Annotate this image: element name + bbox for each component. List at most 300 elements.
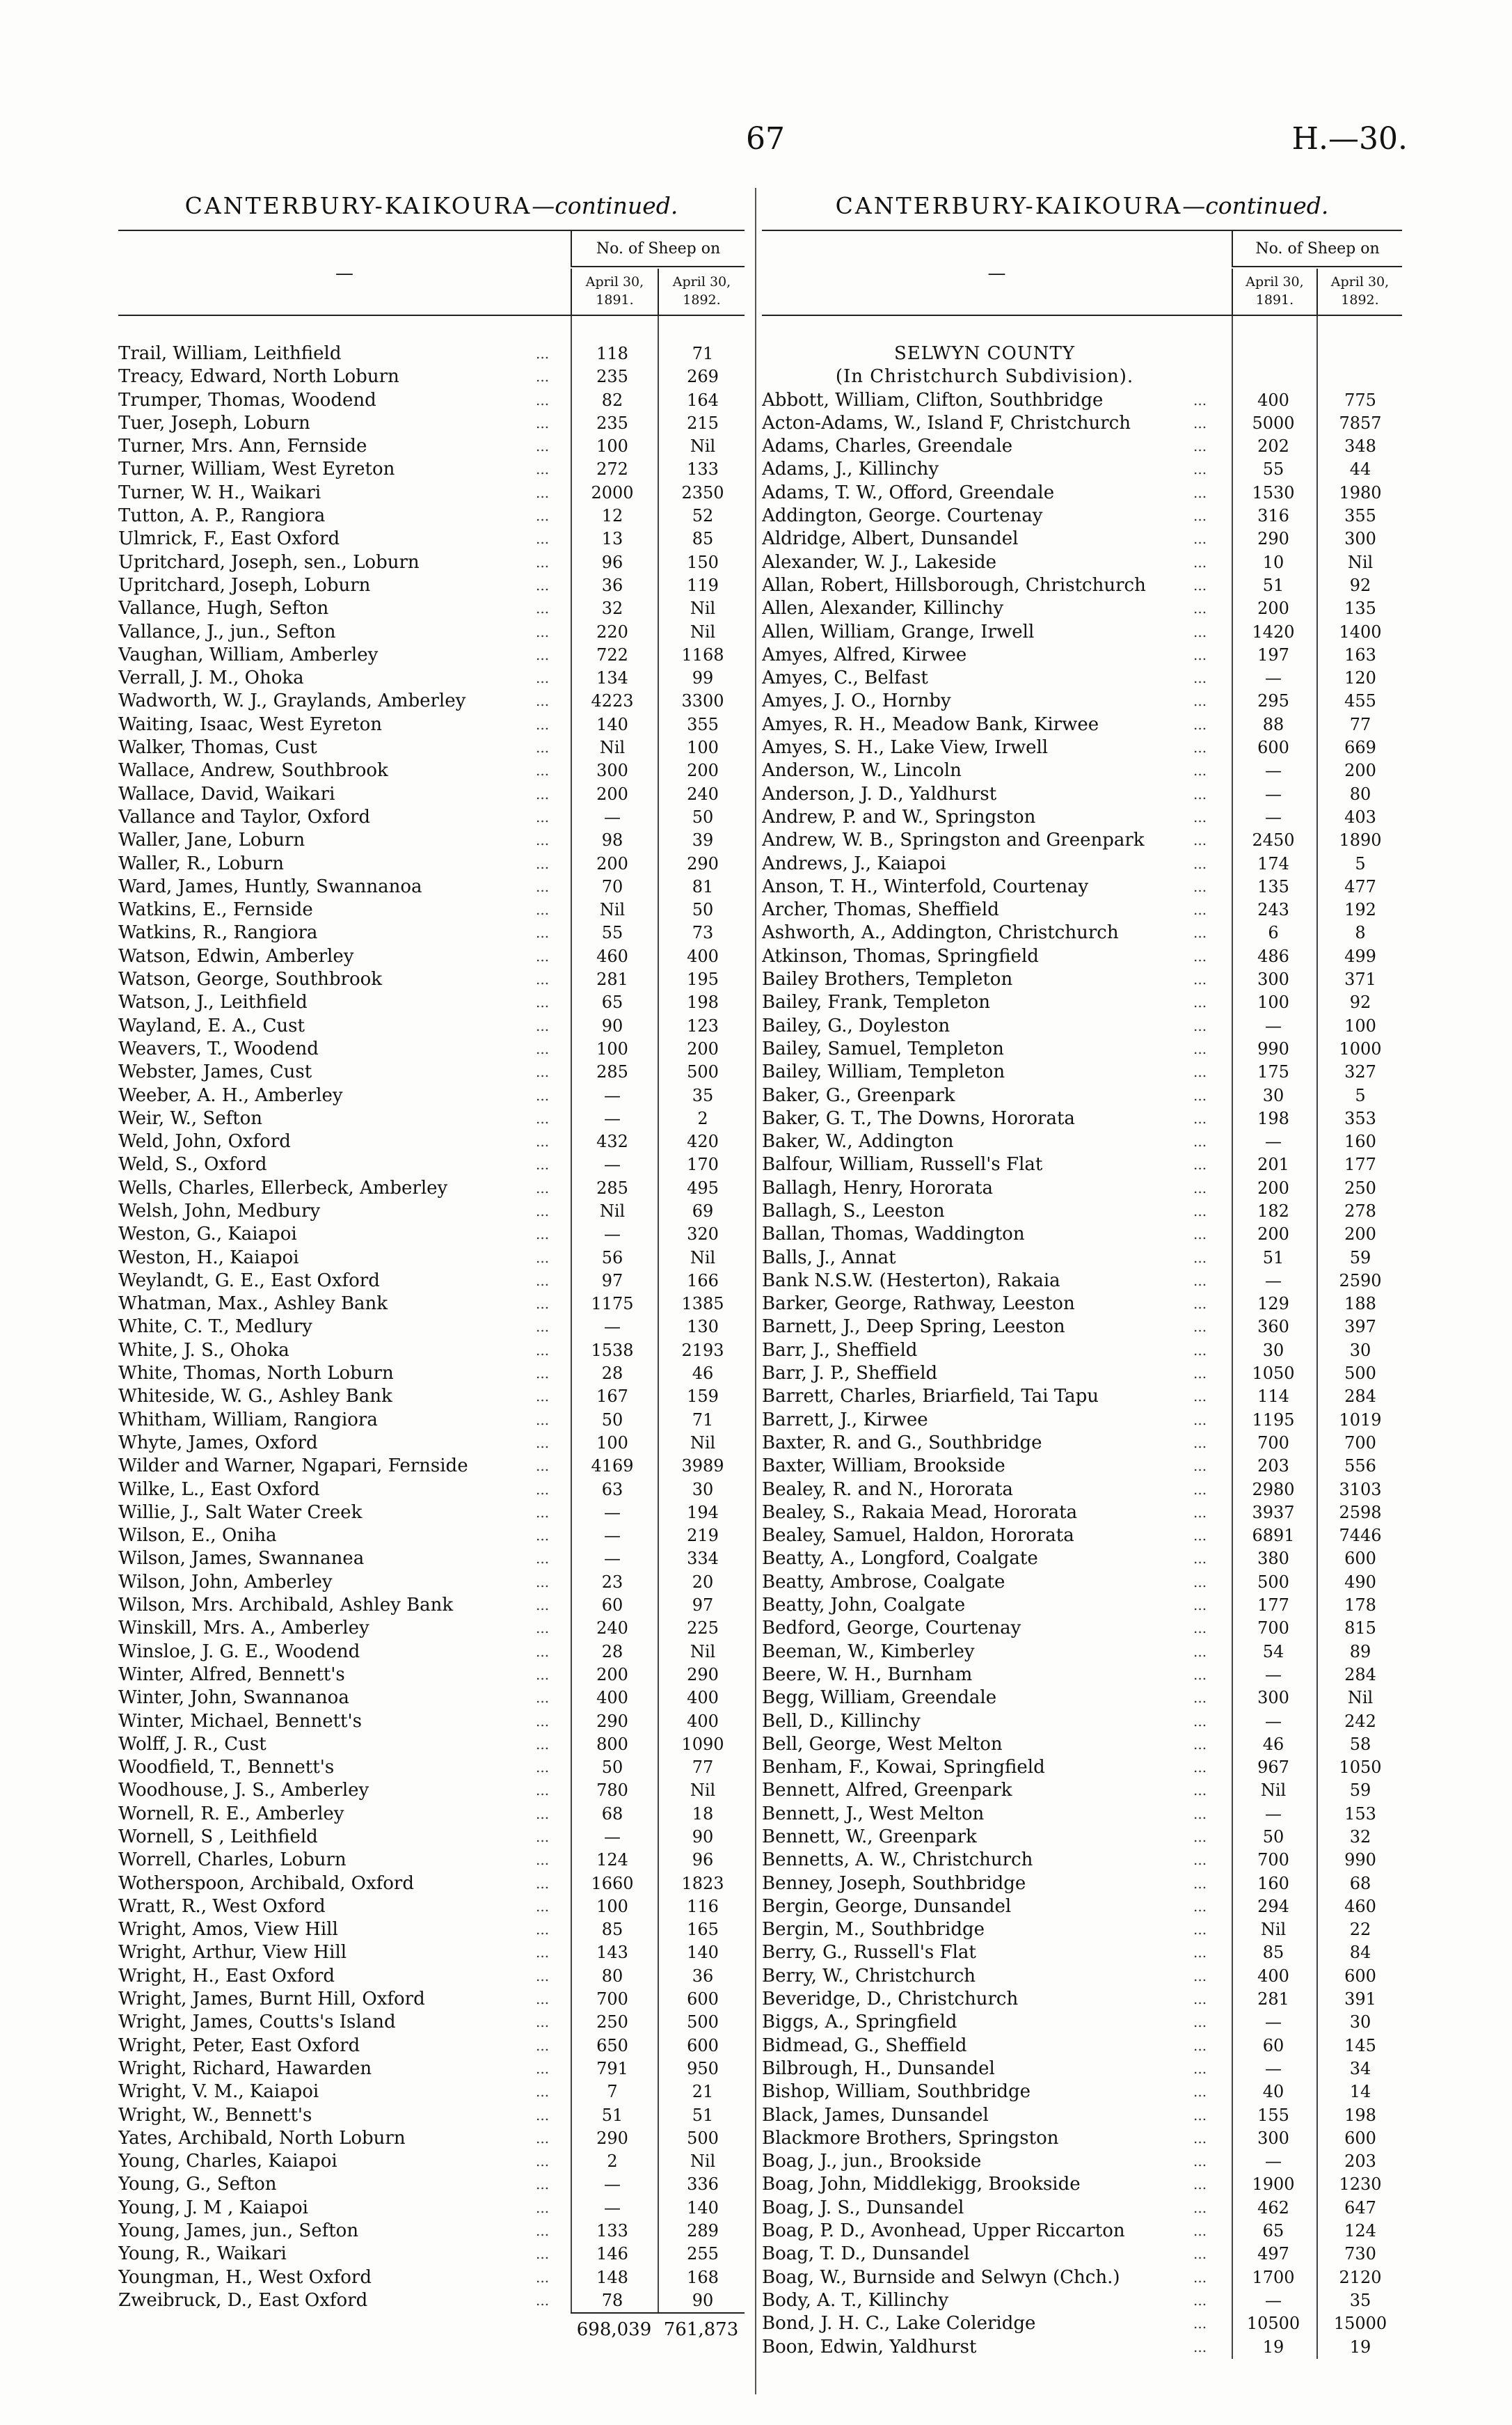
owner-name: Vallance, Hugh, Sefton bbox=[118, 598, 329, 619]
owner-name: Bennett, J., West Melton bbox=[762, 1803, 985, 1824]
sheep-1892: 97 bbox=[692, 1595, 714, 1616]
sheep-1892: 89 bbox=[1349, 1641, 1371, 1661]
table-row bbox=[118, 342, 745, 365]
leader-dots: ... bbox=[1193, 1503, 1207, 1521]
sheep-1892: 2350 bbox=[681, 482, 724, 503]
sheep-1891: 202 bbox=[1257, 436, 1289, 457]
leader-dots: ... bbox=[1193, 2060, 1207, 2077]
page-number: 67 bbox=[746, 121, 785, 157]
owner-name: Wilson, Mrs. Archibald, Ashley Bank bbox=[118, 1595, 454, 1616]
sheep-1891: 134 bbox=[596, 668, 628, 688]
leader-dots: ... bbox=[1193, 1087, 1207, 1104]
sheep-1892: 7446 bbox=[1339, 1526, 1382, 1546]
leader-dots: ... bbox=[536, 971, 550, 988]
owner-name: Vaughan, William, Amberley bbox=[118, 644, 379, 665]
owner-name: White, J. S., Ohoka bbox=[118, 1339, 289, 1361]
owner-name: Bennett, W., Greenpark bbox=[762, 1826, 977, 1847]
owner-name: Willie, J., Salt Water Creek bbox=[118, 1501, 363, 1523]
owner-name: Anderson, W., Lincoln bbox=[762, 760, 962, 782]
sheep-1891: 129 bbox=[1257, 1294, 1289, 1314]
sheep-1892: 334 bbox=[687, 1549, 719, 1569]
sheep-1892: 284 bbox=[1344, 1387, 1376, 1407]
leader-dots: ... bbox=[536, 2060, 550, 2077]
table-row bbox=[762, 1316, 1402, 1338]
sheep-1891: 160 bbox=[1257, 1873, 1289, 1893]
left-table-header bbox=[118, 230, 745, 316]
sheep-1892: 320 bbox=[687, 1224, 719, 1245]
sheep-1891: — bbox=[1265, 2290, 1282, 2310]
leader-dots: ... bbox=[1193, 484, 1207, 501]
sheep-1891: 722 bbox=[596, 645, 628, 665]
owner-name: Barr, J., Sheffield bbox=[762, 1339, 918, 1361]
sheep-1892: 269 bbox=[687, 367, 719, 387]
owner-name: Baxter, William, Brookside bbox=[762, 1455, 1005, 1477]
sheep-1891: 200 bbox=[596, 1664, 628, 1684]
sheep-1892: 1000 bbox=[1339, 1038, 1382, 1059]
sheep-1892: 130 bbox=[687, 1317, 719, 1337]
owner-name: Ulmrick, F., East Oxford bbox=[118, 528, 340, 550]
table-row bbox=[118, 690, 745, 713]
sheep-1892: 420 bbox=[687, 1132, 719, 1152]
sheep-1891: 460 bbox=[596, 946, 628, 966]
sheep-1892: 1890 bbox=[1339, 830, 1382, 851]
sheep-1891: 1050 bbox=[1252, 1364, 1295, 1384]
sheep-1891: 497 bbox=[1257, 2244, 1289, 2264]
leader-dots: ... bbox=[536, 2291, 550, 2309]
sheep-1892: 44 bbox=[1349, 459, 1371, 480]
sheep-1892: 59 bbox=[1349, 1247, 1371, 1267]
sheep-1892: 18 bbox=[692, 1803, 714, 1824]
table-row bbox=[118, 1895, 745, 1918]
owner-name: Amyes, Alfred, Kirwee bbox=[762, 644, 967, 665]
table-row bbox=[118, 412, 745, 435]
leader-dots: ... bbox=[536, 1365, 550, 1382]
column-rule bbox=[658, 316, 659, 2312]
sheep-1891: 285 bbox=[596, 1178, 628, 1198]
owner-name: Wright, Amos, View Hill bbox=[118, 1919, 338, 1941]
owner-name: Bishop, William, Southbridge bbox=[762, 2081, 1031, 2103]
leader-dots: ... bbox=[536, 1503, 550, 1521]
owner-name: Turner, W. H., Waikari bbox=[118, 482, 321, 503]
sheep-1892: 150 bbox=[687, 552, 719, 572]
owner-name: Biggs, A., Springfield bbox=[762, 2012, 957, 2033]
table-row bbox=[762, 2289, 1402, 2312]
sheep-1892: 168 bbox=[687, 2267, 719, 2287]
owner-name: Bailey Brothers, Templeton bbox=[762, 969, 1013, 990]
owner-name: Watson, George, Southbrook bbox=[118, 969, 383, 990]
leader-dots: ... bbox=[536, 1643, 550, 1660]
table-row bbox=[762, 783, 1402, 806]
owner-name: Watkins, E., Fernside bbox=[118, 899, 313, 921]
owner-name: Turner, Mrs. Ann, Fernside bbox=[118, 436, 367, 457]
leader-dots: ... bbox=[536, 1249, 550, 1266]
owner-name: Beatty, John, Coalgate bbox=[762, 1595, 966, 1616]
table-row bbox=[762, 2266, 1402, 2289]
leader-dots: ... bbox=[536, 1620, 550, 1637]
owner-name: Bilbrough, H., Dunsandel bbox=[762, 2057, 995, 2079]
sheep-1892: 135 bbox=[1344, 599, 1376, 619]
leader-dots: ... bbox=[1193, 2153, 1207, 2170]
table-row bbox=[118, 968, 745, 991]
leader-dots: ... bbox=[536, 716, 550, 733]
sheep-1891: 97 bbox=[601, 1270, 623, 1290]
sheep-1892: 240 bbox=[687, 784, 719, 804]
leader-dots: ... bbox=[536, 1782, 550, 1799]
owner-name: Barr, J. P., Sheffield bbox=[762, 1363, 938, 1384]
owner-name: Boag, W., Burnside and Selwyn (Chch.) bbox=[762, 2266, 1120, 2288]
sheep-1892: 500 bbox=[687, 2012, 719, 2032]
table-row bbox=[118, 1362, 745, 1385]
sheep-1891: 10 bbox=[1262, 552, 1284, 572]
owner-name: Ballagh, S., Leeston bbox=[762, 1200, 945, 1222]
leader-dots: ... bbox=[536, 646, 550, 663]
leader-dots: ... bbox=[536, 1527, 550, 1545]
sheep-1892: 490 bbox=[1344, 1572, 1376, 1592]
table-row bbox=[118, 1849, 745, 1872]
leader-dots: ... bbox=[1193, 2037, 1207, 2054]
owner-name: Weavers, T., Woodend bbox=[118, 1038, 319, 1059]
leader-dots: ... bbox=[1193, 1156, 1207, 1174]
owner-name: Amyes, C., Belfast bbox=[762, 668, 928, 689]
sheep-1892: 556 bbox=[1344, 1456, 1376, 1476]
leader-dots: ... bbox=[1193, 1179, 1207, 1196]
sheep-1892: 600 bbox=[687, 2035, 719, 2055]
table-row bbox=[118, 2266, 745, 2289]
sheep-1892: 200 bbox=[687, 761, 719, 781]
sheep-1892: Nil bbox=[1347, 1688, 1374, 1708]
sheep-1892: 600 bbox=[1344, 1966, 1376, 1986]
sheep-1891: — bbox=[1265, 1016, 1282, 1036]
sheep-1891: 19 bbox=[1262, 2337, 1284, 2357]
leader-dots: ... bbox=[1193, 553, 1207, 571]
sheep-1891: 1530 bbox=[1252, 482, 1295, 503]
leader-dots: ... bbox=[1193, 530, 1207, 548]
owner-name: Waller, R., Loburn bbox=[118, 853, 284, 874]
table-row bbox=[762, 621, 1402, 644]
leader-dots: ... bbox=[536, 1064, 550, 1081]
sheep-1891: — bbox=[604, 2174, 621, 2195]
sheep-1891: 175 bbox=[1257, 1062, 1289, 1082]
leader-dots: ... bbox=[536, 2245, 550, 2263]
table-row bbox=[762, 1177, 1402, 1200]
table-row bbox=[762, 1084, 1402, 1107]
leader-dots: ... bbox=[1193, 1828, 1207, 1845]
sheep-1892: 19 bbox=[1349, 2337, 1371, 2357]
sheep-1892: 700 bbox=[1344, 1432, 1376, 1453]
leader-dots: ... bbox=[1193, 1782, 1207, 1799]
owner-name: Yates, Archibald, North Loburn bbox=[118, 2127, 406, 2149]
table-row bbox=[762, 1478, 1402, 1501]
sheep-1891: Nil bbox=[599, 1201, 626, 1221]
table-row bbox=[118, 2104, 745, 2127]
owner-name: White, C. T., Medlury bbox=[118, 1316, 312, 1338]
sheep-1892: 68 bbox=[1349, 1873, 1371, 1893]
sheep-1892: 178 bbox=[1344, 1595, 1376, 1616]
leader-dots: ... bbox=[536, 530, 550, 548]
leader-dots: ... bbox=[536, 1226, 550, 1243]
sheep-1892: 499 bbox=[1344, 946, 1376, 966]
leader-dots: ... bbox=[536, 1991, 550, 2008]
sheep-1892: 397 bbox=[1344, 1317, 1376, 1337]
table-row bbox=[762, 1826, 1402, 1849]
sheep-1892: 225 bbox=[687, 1618, 719, 1638]
owner-name: Wayland, E. A., Cust bbox=[118, 1015, 305, 1036]
leader-dots: ... bbox=[536, 785, 550, 803]
sheep-1892: 30 bbox=[1349, 2012, 1371, 2032]
leader-dots: ... bbox=[1193, 1434, 1207, 1451]
leader-dots: ... bbox=[1193, 901, 1207, 919]
owner-name: Trumper, Thomas, Woodend bbox=[118, 389, 376, 411]
leader-dots: ... bbox=[1193, 1202, 1207, 1219]
owner-name: Barrett, J., Kirwee bbox=[762, 1409, 928, 1430]
leader-dots: ... bbox=[1193, 646, 1207, 663]
owner-name: Young, G., Sefton bbox=[118, 2174, 277, 2195]
table-row bbox=[118, 2150, 745, 2173]
table-row bbox=[118, 736, 745, 759]
owner-name: Ballagh, Henry, Hororata bbox=[762, 1177, 993, 1199]
leader-dots: ... bbox=[536, 1828, 550, 1845]
owner-name: Allen, William, Grange, Irwell bbox=[762, 621, 1035, 642]
owner-name: Weir, W., Sefton bbox=[118, 1107, 263, 1129]
leader-dots: ... bbox=[1193, 1874, 1207, 1892]
sheep-1891: 5000 bbox=[1252, 413, 1295, 433]
table-row bbox=[762, 736, 1402, 759]
left-table bbox=[118, 188, 745, 2347]
sheep-1891: 1538 bbox=[591, 1340, 634, 1360]
table-row bbox=[118, 1872, 745, 1895]
sheep-1891: 200 bbox=[1257, 599, 1289, 619]
leader-dots: ... bbox=[536, 1272, 550, 1289]
sheep-1891: 100 bbox=[596, 1038, 628, 1059]
sheep-1892: Nil bbox=[690, 1247, 716, 1267]
sheep-1891: 380 bbox=[1257, 1549, 1289, 1569]
sheep-1891: 46 bbox=[1262, 1734, 1284, 1754]
sheep-1891: 243 bbox=[1257, 900, 1289, 920]
leader-dots: ... bbox=[1193, 1759, 1207, 1776]
sheep-1892: 500 bbox=[687, 1062, 719, 1082]
sheep-1891: 51 bbox=[1262, 1247, 1284, 1267]
owner-name: Amyes, S. H., Lake View, Irwell bbox=[762, 737, 1049, 759]
leader-dots: ... bbox=[536, 1434, 550, 1451]
year-1891-header: April 30, 1891. bbox=[571, 269, 658, 315]
table-row bbox=[118, 1130, 745, 1153]
owner-name: Beveridge, D., Christchurch bbox=[762, 1989, 1019, 2010]
owner-name: Turner, William, West Eyreton bbox=[118, 459, 395, 480]
table-row bbox=[762, 759, 1402, 782]
owner-name: Wilson, E., Oniha bbox=[118, 1525, 277, 1547]
owner-name: Wratt, R., West Oxford bbox=[118, 1895, 326, 1917]
sheep-1891: 1900 bbox=[1252, 2174, 1295, 2195]
sheep-1891: 200 bbox=[1257, 1178, 1289, 1198]
table-row bbox=[118, 2011, 745, 2034]
owner-name: Bell, George, West Melton bbox=[762, 1733, 1003, 1755]
sheep-1892: 3989 bbox=[681, 1456, 724, 1476]
table-row bbox=[118, 1826, 745, 1849]
table-row bbox=[118, 1247, 745, 1270]
owner-name: Adams, J., Killinchy bbox=[762, 459, 939, 480]
leader-dots: ... bbox=[1193, 576, 1207, 594]
table-row bbox=[762, 1455, 1402, 1478]
sheep-1891: 118 bbox=[596, 344, 628, 363]
leader-dots: ... bbox=[1193, 1967, 1207, 1984]
sheep-1891: 201 bbox=[1257, 1155, 1289, 1175]
leader-dots: ... bbox=[1193, 623, 1207, 640]
table-row bbox=[762, 482, 1402, 505]
column-divider bbox=[755, 188, 756, 2394]
sheep-1891: Nil bbox=[599, 900, 626, 920]
leader-dots: ... bbox=[536, 391, 550, 409]
owner-name: Wornell, S , Leithfield bbox=[118, 1826, 318, 1847]
sheep-1892: 219 bbox=[687, 1526, 719, 1546]
sheep-1891: 700 bbox=[1257, 1618, 1289, 1638]
sheep-1892: 50 bbox=[692, 807, 714, 827]
owner-name: Balfour, William, Russell's Flat bbox=[762, 1154, 1043, 1176]
owner-name: Bealey, S., Rakaia Mead, Hororata bbox=[762, 1501, 1078, 1523]
sheep-1891: 1660 bbox=[591, 1873, 634, 1893]
table-row bbox=[762, 2312, 1402, 2335]
owner-name: Watson, J., Leithfield bbox=[118, 992, 308, 1013]
sheep-1892: 353 bbox=[1344, 1108, 1376, 1128]
sheep-1891: 155 bbox=[1257, 2105, 1289, 2125]
owner-name: Baker, G. T., The Downs, Hororata bbox=[762, 1107, 1075, 1129]
sheep-1891: — bbox=[604, 807, 621, 827]
sheep-1891: — bbox=[1265, 1132, 1282, 1152]
sheep-1891: 65 bbox=[1262, 2221, 1284, 2241]
owner-name: Wotherspoon, Archibald, Oxford bbox=[118, 1872, 414, 1894]
table-row bbox=[118, 1061, 745, 1084]
sheep-1892: 355 bbox=[1344, 506, 1376, 526]
owner-name: Anson, T. H., Winterfold, Courtenay bbox=[762, 876, 1089, 897]
sheep-1891: — bbox=[604, 1827, 621, 1847]
sheep-1892: 198 bbox=[1344, 2105, 1376, 2125]
leader-dots: ... bbox=[536, 553, 550, 571]
sheep-1891: — bbox=[604, 2197, 621, 2218]
sheep-1891: — bbox=[604, 1224, 621, 1245]
leader-dots: ... bbox=[1193, 1897, 1207, 1915]
sheep-1892: 815 bbox=[1344, 1618, 1376, 1638]
leader-dots: ... bbox=[536, 600, 550, 617]
sheep-1892: 92 bbox=[1349, 575, 1371, 595]
sheep-1892: 99 bbox=[692, 668, 714, 688]
owner-name: Watkins, R., Rangiora bbox=[118, 922, 318, 944]
leader-dots: ... bbox=[536, 947, 550, 965]
table-row bbox=[762, 2173, 1402, 2196]
owner-name: Winskill, Mrs. A., Amberley bbox=[118, 1618, 369, 1639]
sheep-1892: Nil bbox=[690, 1641, 716, 1661]
table-row bbox=[118, 1084, 745, 1107]
sheep-1892: 2120 bbox=[1339, 2267, 1382, 2287]
leader-dots: ... bbox=[1193, 1272, 1207, 1289]
table-row bbox=[118, 1571, 745, 1594]
leader-dots: ... bbox=[536, 2129, 550, 2147]
sheep-1892: 77 bbox=[692, 1757, 714, 1778]
sheep-1892: 140 bbox=[687, 2197, 719, 2218]
table-row bbox=[118, 2243, 745, 2266]
sheep-1891: 167 bbox=[596, 1387, 628, 1407]
sheep-1892: 1019 bbox=[1339, 1409, 1382, 1430]
owner-name: Waller, Jane, Loburn bbox=[118, 830, 305, 851]
owner-name: Whyte, James, Oxford bbox=[118, 1432, 318, 1453]
sheep-1891: — bbox=[1265, 1664, 1282, 1684]
leader-dots: ... bbox=[1193, 1550, 1207, 1567]
leader-dots: ... bbox=[536, 1944, 550, 1961]
table-row bbox=[762, 1664, 1402, 1687]
leader-dots: ... bbox=[1193, 1249, 1207, 1266]
sheep-1891: — bbox=[604, 1155, 621, 1175]
table-row bbox=[118, 2197, 745, 2220]
sheep-1891: 6 bbox=[1268, 923, 1279, 943]
leader-dots: ... bbox=[1193, 878, 1207, 895]
leader-dots: ... bbox=[1193, 1341, 1207, 1359]
table-row bbox=[762, 945, 1402, 968]
sheep-1892: 1230 bbox=[1339, 2174, 1382, 2195]
table-row bbox=[762, 1941, 1402, 1964]
table-row bbox=[762, 2035, 1402, 2057]
sheep-1891: 90 bbox=[601, 1016, 623, 1036]
table-row bbox=[762, 1362, 1402, 1385]
sheep-1892: 195 bbox=[687, 970, 719, 990]
sheep-1891: 220 bbox=[596, 622, 628, 642]
sheep-1891: 240 bbox=[596, 1618, 628, 1638]
owner-name: Young, James, jun., Sefton bbox=[118, 2220, 359, 2242]
sheep-1891: 400 bbox=[596, 1688, 628, 1708]
table-row bbox=[118, 1988, 745, 2011]
leader-dots: ... bbox=[1193, 1109, 1207, 1127]
leader-dots: ... bbox=[536, 1550, 550, 1567]
sheep-1891: 96 bbox=[601, 552, 623, 572]
owner-name: Worrell, Charles, Loburn bbox=[118, 1849, 347, 1871]
sheep-1891: 85 bbox=[1262, 1943, 1284, 1963]
sheep-1891: 700 bbox=[596, 1989, 628, 2009]
sheep-1892: 1168 bbox=[681, 645, 724, 665]
leader-dots: ... bbox=[1193, 2106, 1207, 2124]
leader-dots: ... bbox=[1193, 1388, 1207, 1405]
sheep-1891: 177 bbox=[1257, 1595, 1289, 1616]
sheep-1891: 4169 bbox=[591, 1456, 634, 1476]
owner-name: Watson, Edwin, Amberley bbox=[118, 945, 354, 967]
leader-dots: ... bbox=[536, 1202, 550, 1219]
sheep-1892: 500 bbox=[687, 2128, 719, 2148]
owner-name: Allan, Robert, Hillsborough, Christchurch bbox=[762, 574, 1146, 596]
sheep-1891: 98 bbox=[601, 830, 623, 851]
table-row bbox=[762, 1733, 1402, 1756]
owner-name: Bailey, Samuel, Templeton bbox=[762, 1038, 1004, 1059]
table-row bbox=[762, 2150, 1402, 2173]
sheep-1891: 50 bbox=[1262, 1827, 1284, 1847]
owner-name: Beatty, A., Longford, Coalgate bbox=[762, 1548, 1038, 1570]
table-row bbox=[118, 1710, 745, 1733]
owner-name: Wright, H., East Oxford bbox=[118, 1965, 335, 1986]
owner-name: Bidmead, G., Sheffield bbox=[762, 2035, 967, 2056]
sheep-1891: 50 bbox=[601, 1409, 623, 1430]
owner-name: Boag, J., jun., Brookside bbox=[762, 2151, 982, 2172]
leader-dots: ... bbox=[1193, 1944, 1207, 1961]
owner-name: Beeman, W., Kimberley bbox=[762, 1641, 975, 1662]
leader-dots: ... bbox=[1193, 438, 1207, 455]
owner-name: Vallance and Taylor, Oxford bbox=[118, 806, 371, 828]
owner-name: Black, James, Dunsandel bbox=[762, 2104, 989, 2126]
owner-name: Wells, Charles, Ellerbeck, Amberley bbox=[118, 1177, 448, 1199]
owner-name: Baker, W., Addington bbox=[762, 1131, 954, 1153]
subdivision-heading: (In Christchurch Subdivision). bbox=[835, 366, 1134, 388]
document-reference: H.—30. bbox=[1291, 121, 1408, 157]
table-row bbox=[762, 2220, 1402, 2243]
sheep-1892: 600 bbox=[687, 1989, 719, 2009]
owner-name: Bond, J. H. C., Lake Coleridge bbox=[762, 2313, 1036, 2335]
leader-dots: ... bbox=[1193, 947, 1207, 965]
table-row bbox=[118, 1015, 745, 1038]
table-row bbox=[762, 876, 1402, 899]
